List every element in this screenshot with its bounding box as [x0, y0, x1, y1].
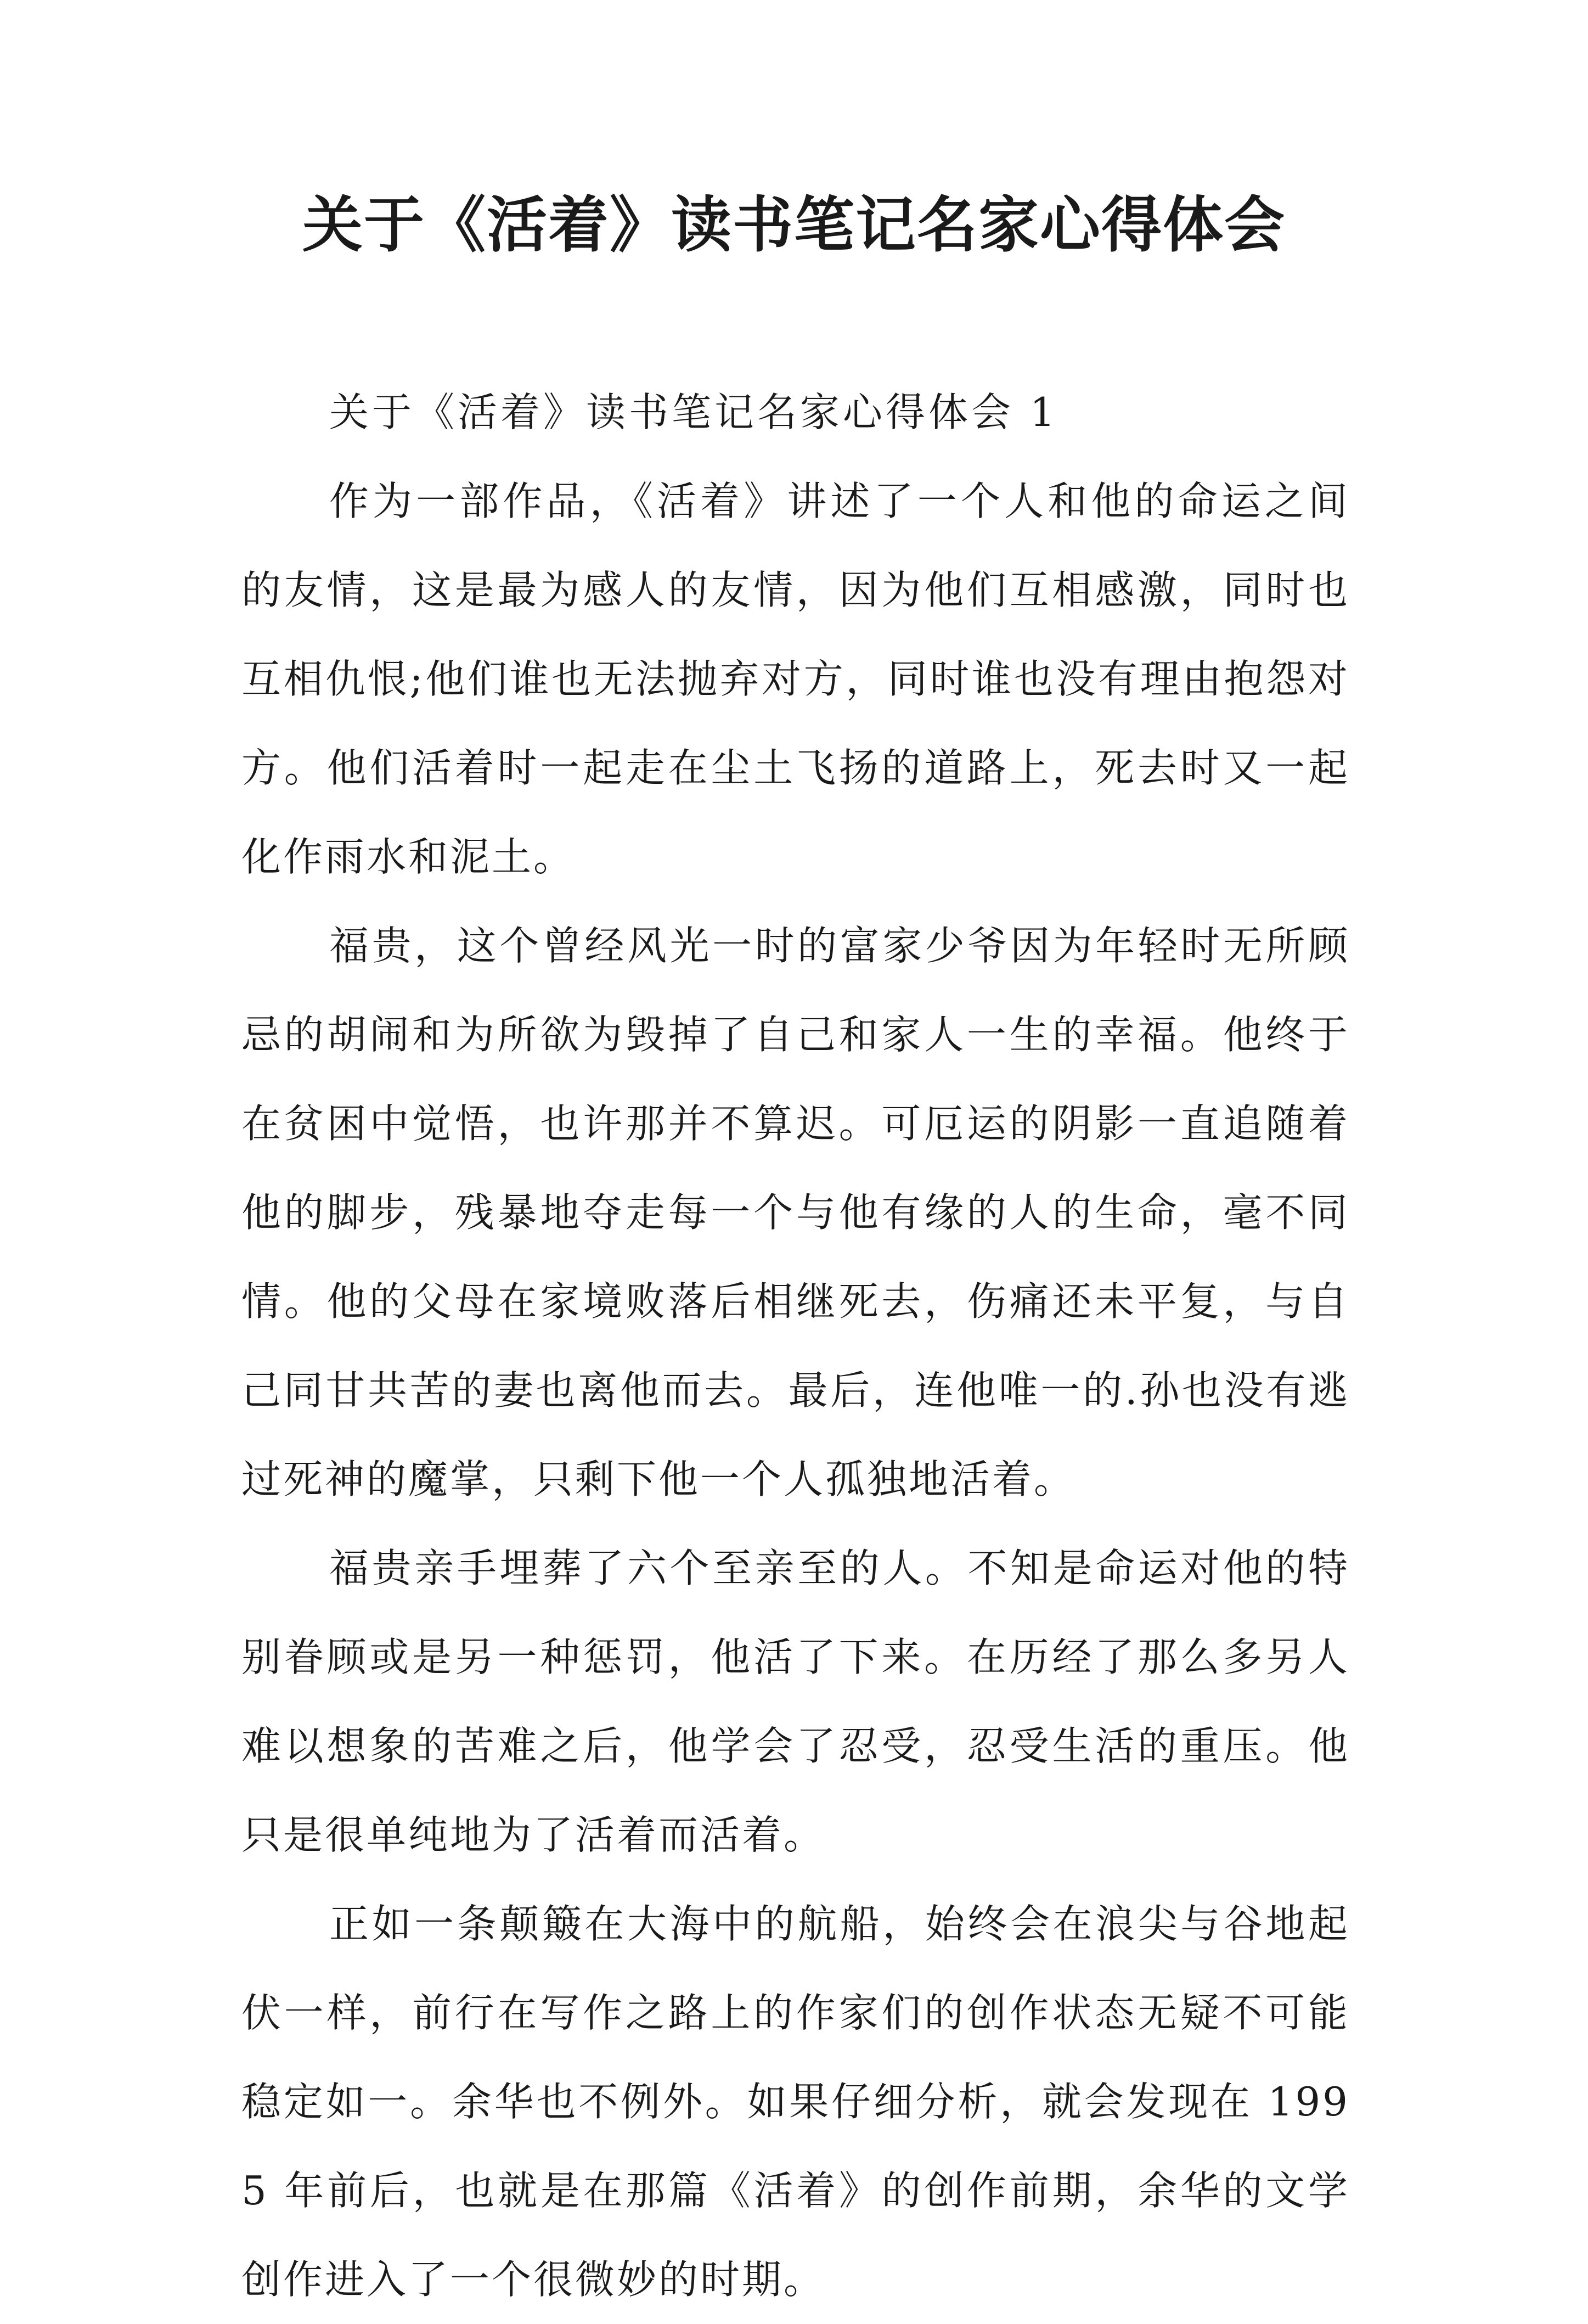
section-heading: 关于《活着》读书笔记名家心得体会 1: [329, 389, 1058, 435]
paragraph-2: 福贵，这个曾经风光一时的富家少爷因为年轻时无所顾忌的胡闹和为所欲为毁掉了自己和家人一生的幸福。他终于在贫困中觉悟，也许那并不算迟。可厄运的阴影一直追随着他的脚步，残暴地夺走每一个与他有缘的人的生命，毫不同情。他的父母在家境败落后相继死去，伤痛还未平复，与自己同甘共苦的妻也离他而去。最后，连他唯一的.孙也没有逃过死神的魔掌，只剩下他一个人孤独地活着。: [241, 923, 1350, 1502]
paragraph-3: 福贵亲手埋葬了六个至亲至的人。不知是命运对他的特别眷顾或是另一种惩罚，他活了下来。在历经了那么多另人难以想象的苦难之后，他学会了忍受，忍受生活的重压。他只是很单纯地为了活着而活着。: [241, 1545, 1350, 1858]
paragraph-4: 正如一条颠簸在大海中的航船，始终会在浪尖与谷地起伏一样，前行在写作之路上的作家们的创作状态无疑不可能稳定如一。余华也不例外。如果仔细分析，就会发现在 1995 年前后，也就是在那篇《活着》的创作前期，余华的文学创作进入了一个很微妙的时期。: [241, 1901, 1350, 2303]
document-title: 关于《活着》读书笔记名家心得体会: [302, 189, 1286, 260]
document-body: [241, 368, 1350, 2324]
paragraph-1: 作为一部作品，《活着》讲述了一个人和他的命运之间的友情，这是最为感人的友情，因为他们互相感激，同时也互相仇恨;他们谁也无法抛弃对方，同时谁也没有理由抱怨对方。他们活着时一起走在尘土飞扬的道路上，死去时又一起化作雨水和泥土。: [241, 478, 1350, 880]
